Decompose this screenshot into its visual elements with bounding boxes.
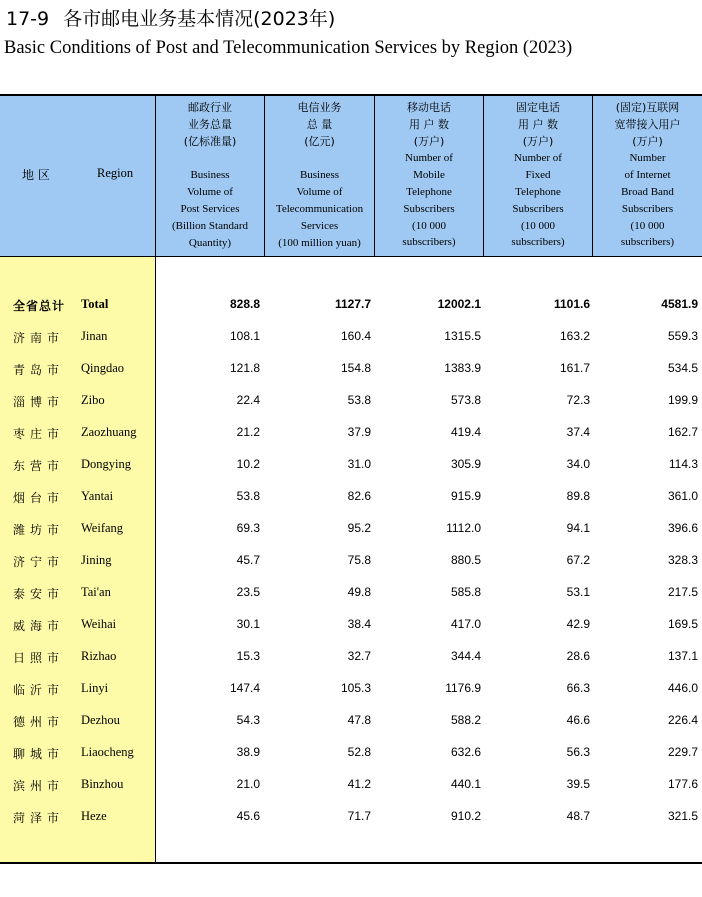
value-cell-col-3: 419.4	[450, 425, 481, 439]
page-title-zh	[6, 4, 335, 31]
value-cell-col-4: 67.2	[566, 553, 590, 567]
table-row	[0, 745, 702, 777]
region-name-en: Zaozhuang	[81, 425, 137, 439]
title-zh-text: 各市邮电业务基本情况(2023年)	[63, 8, 336, 30]
region-name-en: Yantai	[81, 489, 114, 503]
value-cell-col-2: 53.8	[347, 393, 371, 407]
value-cell-col-1: 147.4	[229, 681, 260, 695]
value-cell-col-2: 154.8	[340, 361, 371, 375]
region-name-en: Rizhao	[81, 649, 117, 663]
table-row	[0, 521, 702, 553]
value-cell-col-3: 573.8	[450, 393, 481, 407]
table-row	[0, 649, 702, 681]
region-header	[0, 96, 156, 256]
column-header-3	[375, 96, 484, 256]
region-name-zh: 枣庄市	[13, 427, 65, 441]
region-name-zh: 烟台市	[13, 491, 65, 505]
table-row	[0, 681, 702, 713]
table-number: 17-9	[6, 8, 50, 30]
value-cell-col-5: 114.3	[668, 457, 698, 471]
value-cell-col-1: 121.8	[229, 361, 260, 375]
value-cell-col-3: 1176.9	[445, 681, 481, 695]
column-header-en: Number of Mobile Telephone Subscribers (10 000 subscribers)	[402, 152, 456, 249]
table-row	[0, 361, 702, 393]
region-name-en: Zibo	[81, 393, 105, 407]
column-header-4	[484, 96, 593, 256]
region-name-en: Heze	[81, 809, 107, 823]
column-header-zh: 邮政行业 业务总量 (亿标准量)	[183, 101, 237, 148]
value-cell-col-4: 163.2	[559, 329, 590, 343]
region-name-en: Jinan	[81, 329, 108, 343]
value-cell-col-4: 34.0	[566, 457, 590, 471]
region-name-en: Weifang	[81, 521, 124, 535]
value-cell-col-3: 585.8	[450, 585, 481, 599]
value-cell-col-2: 49.8	[347, 585, 371, 599]
value-cell-col-1: 53.8	[236, 489, 260, 503]
column-header-5	[593, 96, 702, 256]
value-cell-col-1: 21.0	[236, 777, 260, 791]
value-cell-col-4: 1101.6	[553, 297, 590, 311]
page-title-en: Basic Conditions of Post and Telecommunication Services by Region (2023)	[4, 38, 573, 58]
value-cell-col-2: 31.0	[347, 457, 371, 471]
region-name-en: Dezhou	[81, 713, 120, 727]
value-cell-col-5: 321.5	[667, 809, 698, 823]
value-cell-col-1: 10.2	[236, 457, 260, 471]
value-cell-col-2: 71.7	[347, 809, 371, 823]
value-cell-col-4: 56.3	[566, 745, 590, 759]
value-cell-col-3: 12002.1	[437, 297, 481, 311]
region-name-en: Linyi	[81, 681, 109, 695]
value-cell-col-3: 880.5	[450, 553, 481, 567]
value-cell-col-2: 75.8	[347, 553, 371, 567]
value-cell-col-5: 328.3	[667, 553, 698, 567]
value-cell-col-4: 46.6	[566, 713, 590, 727]
column-header-en: Business Volume of Telecommunication Services (100 million yuan)	[275, 169, 364, 249]
region-name-zh: 聊城市	[13, 747, 65, 761]
value-cell-col-3: 1383.9	[444, 361, 481, 375]
value-cell-col-1: 828.8	[229, 297, 260, 311]
table-row	[0, 585, 702, 617]
value-cell-col-3: 910.2	[450, 809, 481, 823]
value-cell-col-5: 361.0	[667, 489, 698, 503]
value-cell-col-1: 30.1	[236, 617, 260, 631]
value-cell-col-3: 417.0	[450, 617, 481, 631]
column-header-zh: 移动电话 用 户 数 (万户)	[407, 101, 451, 148]
value-cell-col-2: 160.4	[340, 329, 371, 343]
value-cell-col-3: 305.9	[450, 457, 481, 471]
value-cell-col-5: 559.3	[667, 329, 698, 343]
value-cell-col-1: 21.2	[236, 425, 260, 439]
column-header-en: Number of Fixed Telephone Subscribers (10 000 subscribers)	[511, 152, 565, 249]
column-header-en: Number of Internet Broad Band Subscribers (10 000 subscribers)	[620, 152, 675, 249]
value-cell-col-1: 69.3	[236, 521, 260, 535]
region-name-zh: 青岛市	[13, 363, 65, 377]
value-cell-col-5: 226.4	[667, 713, 698, 727]
table-row	[0, 489, 702, 521]
value-cell-col-2: 95.2	[347, 521, 371, 535]
value-cell-col-4: 48.7	[566, 809, 590, 823]
value-cell-col-1: 38.9	[236, 745, 260, 759]
value-cell-col-5: 229.7	[667, 745, 698, 759]
total-row	[0, 297, 702, 329]
column-header-zh: 固定电话 用 户 数 (万户)	[516, 101, 560, 148]
value-cell-col-1: 45.6	[236, 809, 260, 823]
value-cell-col-1: 22.4	[236, 393, 260, 407]
region-name-zh: 日照市	[13, 651, 65, 665]
table-row	[0, 553, 702, 585]
value-cell-col-4: 53.1	[566, 585, 590, 599]
value-cell-col-5: 534.5	[667, 361, 698, 375]
value-cell-col-1: 45.7	[236, 553, 260, 567]
region-name-zh: 滨州市	[13, 779, 65, 793]
region-name-en: Jining	[81, 553, 112, 567]
value-cell-col-5: 217.5	[667, 585, 698, 599]
value-cell-col-5: 199.9	[667, 393, 698, 407]
value-cell-col-2: 1127.7	[334, 297, 371, 311]
region-name-zh: 济南市	[13, 331, 65, 345]
table-row	[0, 809, 702, 841]
region-name-zh: 菏泽市	[13, 811, 65, 825]
region-name-en: Weihai	[81, 617, 117, 631]
region-name-en: Tai'an	[81, 585, 111, 599]
value-cell-col-4: 89.8	[566, 489, 590, 503]
value-cell-col-3: 344.4	[450, 649, 481, 663]
value-cell-col-5: 177.6	[667, 777, 698, 791]
column-header-1	[156, 96, 265, 256]
value-cell-col-3: 1112.0	[446, 521, 481, 535]
column-header-en: Business Volume of Post Services (Billion Standard Quantity)	[171, 169, 249, 249]
value-cell-col-5: 396.6	[667, 521, 698, 535]
value-cell-col-2: 105.3	[340, 681, 371, 695]
value-cell-col-1: 54.3	[236, 713, 260, 727]
value-cell-col-4: 66.3	[566, 681, 590, 695]
region-name-zh: 德州市	[13, 715, 65, 729]
value-cell-col-1: 15.3	[236, 649, 260, 663]
region-name-zh: 济宁市	[13, 555, 65, 569]
column-header-2	[265, 96, 375, 256]
value-cell-col-4: 94.1	[566, 521, 590, 535]
value-cell-col-1: 108.1	[229, 329, 260, 343]
table-bottom-rule	[0, 862, 702, 864]
value-cell-col-4: 28.6	[566, 649, 590, 663]
value-cell-col-4: 161.7	[559, 361, 590, 375]
table-row	[0, 777, 702, 809]
region-header-en: Region	[97, 166, 134, 180]
column-header-zh: (固定)互联网 宽带接入用户 (万户)	[614, 101, 681, 148]
region-name-en: Total	[81, 297, 109, 311]
column-header-zh: 电信业务 总 量 (亿元)	[297, 101, 342, 148]
table-row	[0, 713, 702, 745]
value-cell-col-3: 1315.5	[444, 329, 481, 343]
value-cell-col-2: 82.6	[347, 489, 371, 503]
region-name-zh: 威海市	[13, 619, 65, 633]
value-cell-col-2: 47.8	[347, 713, 371, 727]
region-name-zh: 临沂市	[13, 683, 65, 697]
value-cell-col-4: 37.4	[566, 425, 590, 439]
value-cell-col-3: 632.6	[450, 745, 481, 759]
data-table	[0, 94, 702, 864]
region-name-en: Dongying	[81, 457, 131, 471]
value-cell-col-2: 32.7	[347, 649, 371, 663]
table-row	[0, 617, 702, 649]
value-cell-col-4: 39.5	[566, 777, 590, 791]
table-row	[0, 425, 702, 457]
region-name-zh: 东营市	[13, 459, 65, 473]
value-cell-col-3: 915.9	[450, 489, 481, 503]
value-cell-col-1: 23.5	[236, 585, 260, 599]
region-name-zh: 淄博市	[13, 395, 65, 409]
region-header-zh: 地 区	[22, 168, 50, 182]
value-cell-col-3: 440.1	[450, 777, 481, 791]
value-cell-col-5: 4581.9	[661, 297, 698, 311]
value-cell-col-5: 169.5	[667, 617, 698, 631]
table-row	[0, 457, 702, 489]
table-row	[0, 329, 702, 361]
region-name-en: Qingdao	[81, 361, 125, 375]
value-cell-col-2: 52.8	[347, 745, 371, 759]
value-cell-col-4: 42.9	[566, 617, 590, 631]
value-cell-col-2: 38.4	[347, 617, 371, 631]
region-name-zh: 全省总计	[13, 299, 66, 313]
value-cell-col-2: 41.2	[347, 777, 371, 791]
value-cell-col-4: 72.3	[566, 393, 590, 407]
region-name-en: Binzhou	[81, 777, 124, 791]
region-name-en: Liaocheng	[81, 745, 134, 759]
table-row	[0, 393, 702, 425]
value-cell-col-5: 162.7	[667, 425, 698, 439]
region-name-zh: 潍坊市	[13, 523, 65, 537]
region-name-zh: 泰安市	[13, 587, 65, 601]
value-cell-col-3: 588.2	[450, 713, 481, 727]
value-cell-col-5: 446.0	[667, 681, 698, 695]
value-cell-col-2: 37.9	[347, 425, 371, 439]
value-cell-col-5: 137.1	[667, 649, 698, 663]
